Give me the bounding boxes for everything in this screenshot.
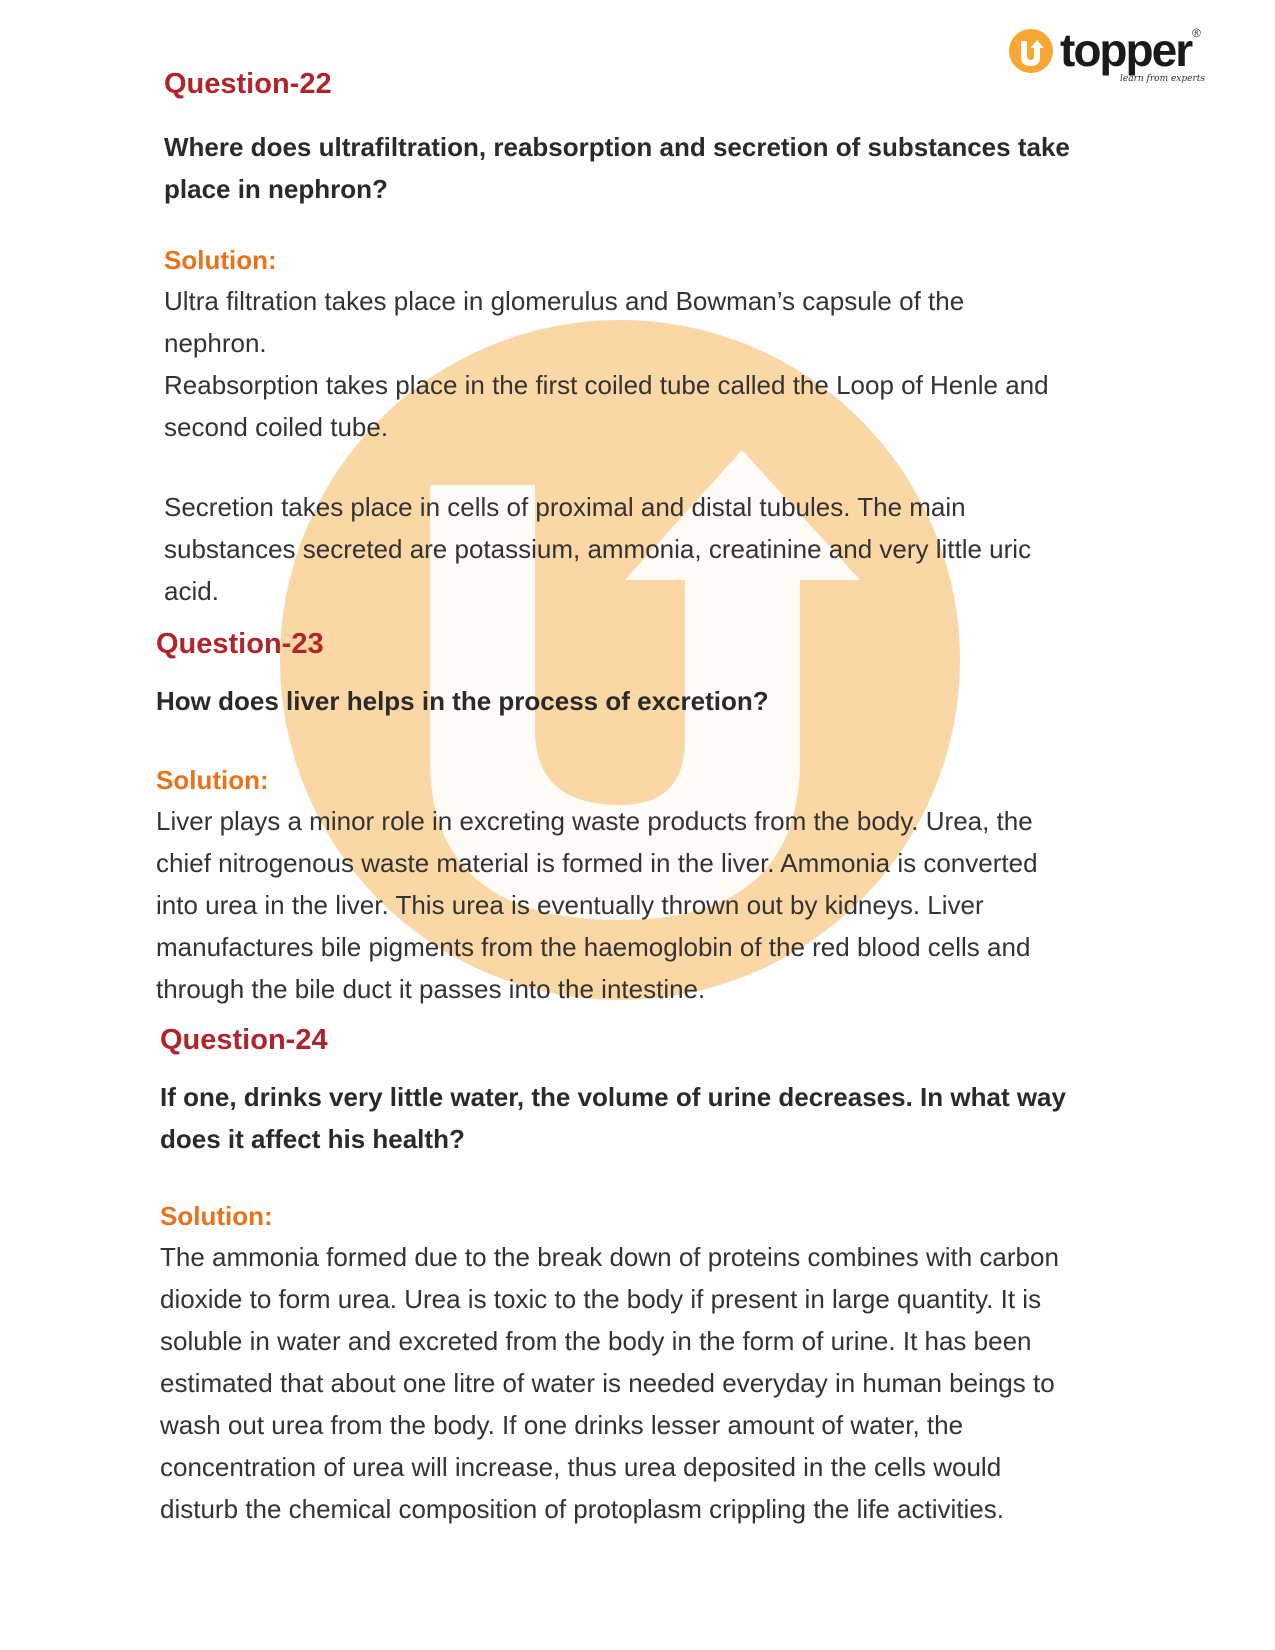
question-section bbox=[160, 1022, 1080, 1160]
question-title: Question-24 bbox=[160, 1024, 328, 1056]
question-title: Question-23 bbox=[156, 628, 324, 660]
solution-paragraph: Reabsorption takes place in the first coiled tube called the Loop of Henle and second coiled tube. bbox=[164, 370, 1049, 442]
solution-section bbox=[164, 242, 1084, 612]
question-text: Where does ultrafiltration, reabsorption and secretion of substances take place in nephron? bbox=[164, 132, 1070, 204]
solution-paragraph: The ammonia formed due to the break down of proteins combines with carbon dioxide to form urea. Urea is toxic to the body if present in large quantity. It is soluble in water and excreted from the body in the form of urine. It has been estimated that about one litre of water is needed everyday in human beings to wash out urea from the body. If one drinks lesser amount of water, the concentration of urea will increase, thus urea deposited in the cells would disturb the chemical composition of protoplasm crippling the life activities. bbox=[160, 1242, 1059, 1524]
solution-title: Solution: bbox=[160, 1201, 273, 1231]
solution-section bbox=[156, 762, 1086, 1010]
brand-name: topper bbox=[1060, 24, 1192, 76]
question-title: Question-22 bbox=[164, 68, 332, 100]
solution-title: Solution: bbox=[164, 245, 277, 275]
solution-paragraph: Secretion takes place in cells of proximal and distal tubules. The main substances secreted are potassium, ammonia, creatinine and very little uric acid. bbox=[164, 492, 1032, 606]
brand-tagline: learn from experts bbox=[1120, 74, 1206, 84]
question-text: If one, drinks very little water, the volume of urine decreases. In what way does it affect his health? bbox=[160, 1082, 1066, 1154]
solution-section bbox=[160, 1198, 1060, 1530]
solution-paragraph: Liver plays a minor role in excreting waste products from the body. Urea, the chief nitrogenous waste material is formed in the liver. Ammonia is converted into urea in the liver. This urea is eventually thrown out by kidneys. Liver manufactures bile pigments from the haemoglobin of the red blood cells and through the bile duct it passes into the intestine. bbox=[156, 806, 1038, 1004]
question-section bbox=[164, 66, 1084, 210]
question-text: How does liver helps in the process of excretion? bbox=[156, 686, 769, 716]
topper-badge-icon bbox=[1008, 28, 1054, 74]
question-section bbox=[156, 626, 1086, 722]
registered-mark: ® bbox=[1192, 26, 1201, 40]
solution-paragraph: Ultra filtration takes place in glomerulus and Bowman’s capsule of the nephron. bbox=[164, 286, 965, 358]
solution-title: Solution: bbox=[156, 765, 269, 795]
brand-logo bbox=[1008, 24, 1208, 94]
